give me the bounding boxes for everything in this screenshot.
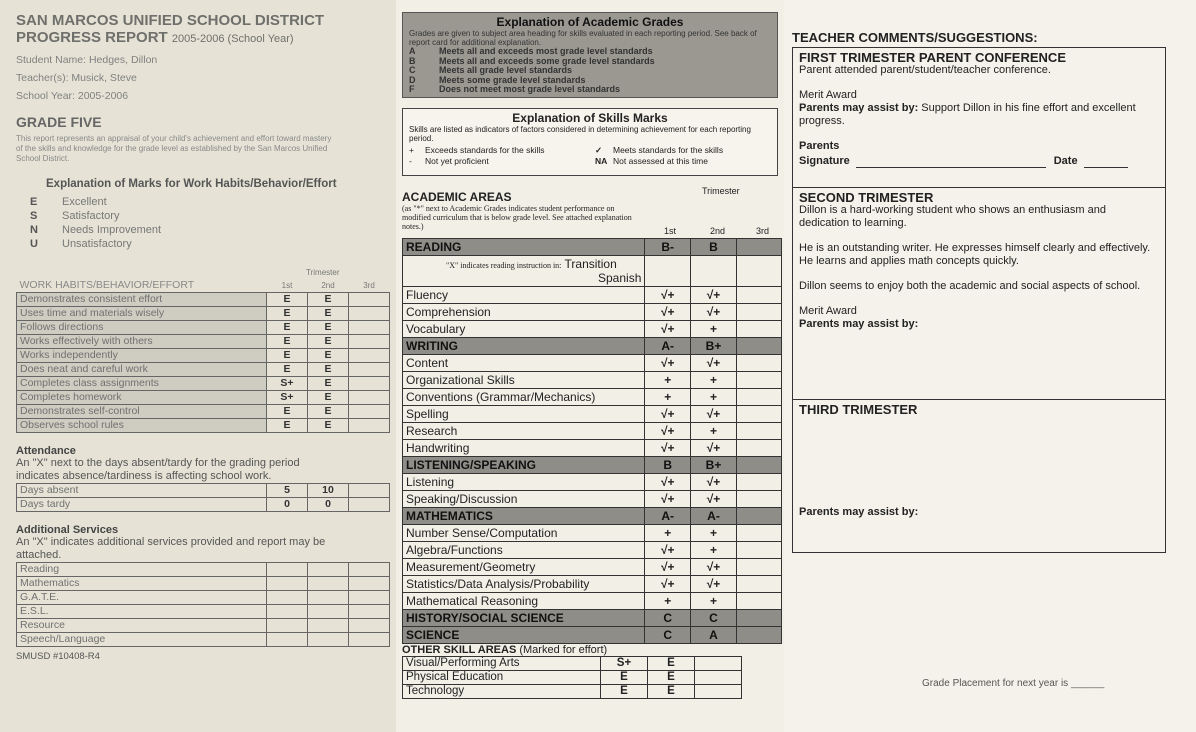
table-row: Demonstrates self-control E E bbox=[17, 405, 390, 419]
skill-row: Number Sense/Computation + + bbox=[403, 525, 782, 542]
school-year: School Year: 2005-2006 bbox=[16, 90, 129, 102]
grade-item: A Meets all and exceeds most grade level standards bbox=[409, 46, 653, 56]
skills-row-1: + Exceeds standards for the skills ✓ Meets standards for the skills bbox=[409, 145, 724, 155]
table-row: Speech/Language bbox=[17, 633, 390, 647]
academic-note: (as "*" next to Academic Grades indicates student performance on modified curriculum that is below grade level. See attached explanation notes.) bbox=[402, 204, 632, 231]
col-1st: 1st bbox=[664, 226, 677, 236]
skill-row: Statistics/Data Analysis/Probability √+ √+ bbox=[403, 576, 782, 593]
work-mark-item: S Satisfactory bbox=[30, 210, 120, 222]
reading-instruction-row: "X" indicates reading instruction in: Transition Spanish bbox=[403, 256, 782, 287]
skill-row: Comprehension √+ √+ bbox=[403, 304, 782, 321]
table-row: Works independently E E bbox=[17, 349, 390, 363]
work-col-header: 3rd bbox=[363, 280, 375, 290]
table-row: Completes class assignments S+ E bbox=[17, 377, 390, 391]
signature-line: Signature Date bbox=[799, 155, 1159, 168]
skill-row: Handwriting √+ √+ bbox=[403, 440, 782, 457]
work-col-header: 1st bbox=[281, 280, 293, 290]
skill-row: Fluency √+ √+ bbox=[403, 287, 782, 304]
second-award: Merit Award bbox=[799, 305, 857, 317]
work-mark-item: N Needs Improvement bbox=[30, 224, 162, 236]
table-row: Does neat and careful work E E bbox=[17, 363, 390, 377]
second-p3: Dillon seems to enjoy both the academic and social aspects of school. bbox=[799, 280, 1141, 292]
second-assist: Parents may assist by: bbox=[799, 318, 919, 330]
col-3rd: 3rd bbox=[756, 226, 770, 236]
grade-level: GRADE FIVE bbox=[16, 114, 102, 130]
skill-row: Algebra/Functions √+ + bbox=[403, 542, 782, 559]
comments-box bbox=[792, 47, 1166, 553]
work-marks-title: Explanation of Marks for Work Habits/Behavior/Effort bbox=[46, 178, 337, 190]
subject-header-row: MATHEMATICS A- A- bbox=[403, 508, 782, 525]
middle-panel bbox=[396, 0, 784, 732]
grade-placement: Grade Placement for next year is ______ bbox=[922, 678, 1105, 689]
subject-header-row: WRITING A- B+ bbox=[403, 338, 782, 355]
skill-row: Organizational Skills + + bbox=[403, 372, 782, 389]
first-parents: Parents bbox=[799, 140, 840, 152]
table-row: Follows directions E E bbox=[17, 321, 390, 335]
academic-grades-box bbox=[402, 12, 778, 98]
table-row: Reading bbox=[17, 563, 390, 577]
skill-row: Spelling √+ √+ bbox=[403, 406, 782, 423]
academic-trimester-label: Trimester bbox=[702, 186, 740, 196]
work-mark-item: U Unsatisfactory bbox=[30, 238, 132, 250]
academic-title: ACADEMIC AREAS bbox=[402, 190, 512, 204]
third-trimester-title: THIRD TRIMESTER bbox=[799, 402, 918, 417]
skills-marks-desc: Skills are listed as indicators of factors considered in determining achievement for each reporting period. bbox=[409, 125, 751, 143]
grade-item: D Meets some grade level standards bbox=[409, 74, 586, 85]
first-trimester-section bbox=[793, 48, 1165, 188]
work-col-header: 2nd bbox=[321, 280, 335, 290]
table-row: Days tardy 0 0 bbox=[17, 498, 390, 512]
district-name: SAN MARCOS UNIFIED SCHOOL DISTRICT bbox=[16, 12, 325, 29]
skill-row: Vocabulary √+ + bbox=[403, 321, 782, 338]
skill-row: Listening √+ √+ bbox=[403, 474, 782, 491]
skills-marks-title: Explanation of Skills Marks bbox=[512, 111, 668, 125]
grade-item: F Does not meet most grade level standards bbox=[409, 84, 621, 94]
left-panel bbox=[0, 0, 396, 732]
student-name: Student Name: Hedges, Dillon bbox=[16, 54, 158, 66]
academic-grades-list bbox=[409, 47, 771, 95]
work-trimester-label: Trimester bbox=[306, 268, 340, 277]
table-row: Works effectively with others E E bbox=[17, 335, 390, 349]
form-code: SMUSD #10408-R4 bbox=[16, 651, 100, 662]
intro-text: This report represents an appraisal of your child's achievement and effort toward mastery of the skills and knowledge for the grade level as established by the San Marcos Unified School District. bbox=[16, 134, 332, 163]
col-2nd: 2nd bbox=[710, 226, 726, 236]
skill-row: Mathematical Reasoning + + bbox=[403, 593, 782, 610]
attendance-desc: An "X" next to the days absent/tardy for the grading period indicates absence/tardiness is affecting school work. bbox=[16, 457, 300, 482]
table-row: Demonstrates consistent effort E E bbox=[17, 293, 390, 307]
subject-header-row: READING B- B bbox=[403, 239, 782, 256]
work-marks-list bbox=[30, 196, 386, 252]
second-trimester-title: SECOND TRIMESTER bbox=[799, 190, 934, 205]
table-row: Completes homework S+ E bbox=[17, 391, 390, 405]
attendance-table bbox=[16, 483, 390, 512]
subject-header-row: HISTORY/SOCIAL SCIENCE C C bbox=[403, 610, 782, 627]
academic-grades-desc: Grades are given to subject area heading for skills evaluated in each reporting period. See back of report card for additional explanation. bbox=[409, 29, 757, 47]
table-row: Days absent 5 10 bbox=[17, 484, 390, 498]
second-p2: He is an outstanding writer. He expresses himself clearly and effectively. He learns and applies math concepts quickly. bbox=[799, 242, 1151, 267]
third-assist: Parents may assist by: bbox=[799, 506, 919, 518]
first-line: Parent attended parent/student/teacher conference. bbox=[799, 64, 1051, 76]
services-table bbox=[16, 562, 390, 647]
subject-header-row: LISTENING/SPEAKING B B+ bbox=[403, 457, 782, 474]
first-trimester-title: FIRST TRIMESTER PARENT CONFERENCE bbox=[799, 50, 1066, 65]
attendance-title: Attendance bbox=[16, 445, 76, 457]
work-habits-title: WORK HABITS/BEHAVIOR/EFFORT bbox=[19, 278, 195, 291]
grade-item: B Meets all and exceeds some grade level standards bbox=[409, 55, 655, 66]
teacher-name: Teacher(s): Musick, Steve bbox=[16, 72, 137, 84]
table-row: Observes school rules E E bbox=[17, 419, 390, 433]
right-panel bbox=[784, 0, 1196, 732]
report-title: PROGRESS REPORT 2005-2006 (School Year) bbox=[16, 29, 294, 46]
academic-header bbox=[402, 186, 778, 238]
table-row: G.A.T.E. bbox=[17, 591, 390, 605]
grade-item: C Meets all grade level standards bbox=[409, 65, 573, 75]
first-award: Merit Award bbox=[799, 89, 857, 101]
skill-row: Conventions (Grammar/Mechanics) + + bbox=[403, 389, 782, 406]
first-assist: Parents may assist by: Support Dillon in his fine effort and excellent progress. bbox=[799, 102, 1136, 127]
comments-title: TEACHER COMMENTS/SUGGESTIONS: bbox=[792, 30, 1038, 45]
table-row: Visual/Performing Arts S+ E bbox=[403, 657, 742, 671]
other-skills-title: OTHER SKILL AREAS (Marked for effort) bbox=[402, 644, 608, 656]
third-trimester-section bbox=[793, 400, 1165, 552]
table-row: E.S.L. bbox=[17, 605, 390, 619]
academic-grades-title: Explanation of Academic Grades bbox=[496, 15, 684, 29]
table-row: Resource bbox=[17, 619, 390, 633]
subject-header-row: SCIENCE C A bbox=[403, 627, 782, 644]
academic-table bbox=[402, 238, 782, 644]
skill-row: Content √+ √+ bbox=[403, 355, 782, 372]
table-row: Uses time and materials wisely E E bbox=[17, 307, 390, 321]
work-habits-table bbox=[16, 278, 390, 433]
table-row: Physical Education E E bbox=[403, 671, 742, 685]
skill-row: Measurement/Geometry √+ √+ bbox=[403, 559, 782, 576]
skills-marks-box bbox=[402, 108, 778, 176]
services-title: Additional Services bbox=[16, 524, 119, 536]
skills-row-2: - Not yet proficient NA Not assessed at this time bbox=[409, 156, 708, 166]
second-trimester-section bbox=[793, 188, 1165, 400]
second-p1: Dillon is a hard-working student who shows an enthusiasm and dedication to learning. bbox=[799, 204, 1106, 229]
other-skills-table bbox=[402, 656, 742, 699]
skill-row: Speaking/Discussion √+ √+ bbox=[403, 491, 782, 508]
table-row: Mathematics bbox=[17, 577, 390, 591]
work-mark-item: E Excellent bbox=[30, 196, 107, 208]
table-row: Technology E E bbox=[403, 685, 742, 699]
services-desc: An "X" indicates additional services provided and report may be attached. bbox=[16, 536, 326, 561]
skill-row: Research √+ + bbox=[403, 423, 782, 440]
